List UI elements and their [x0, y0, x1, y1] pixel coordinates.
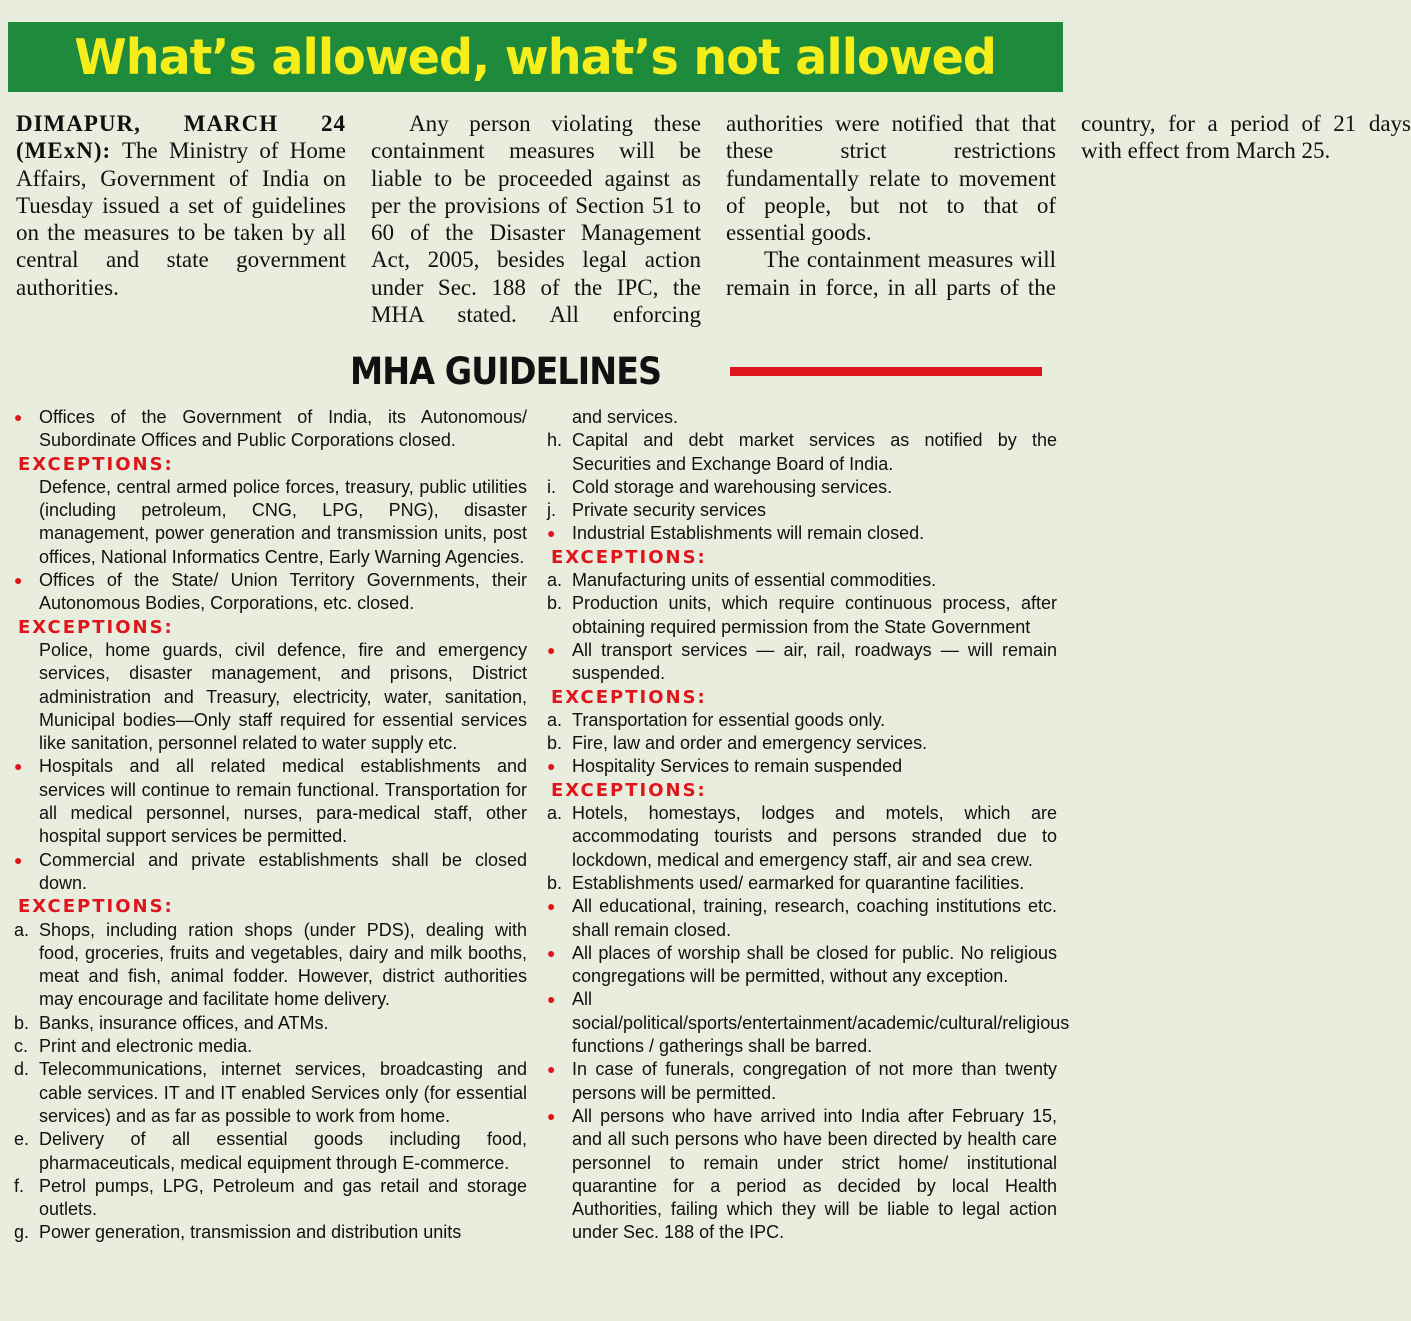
- exceptions-label: EXCEPTIONS:: [551, 686, 707, 708]
- list-item: ● All educational, training, research, coaching institutions etc. shall remain closed.: [547, 895, 1057, 942]
- list-marker: b.: [547, 733, 563, 754]
- list-item: [14, 1012, 527, 1035]
- list-text: Fire, law and order and emergency services.: [572, 733, 928, 754]
- headline: What’s allowed, what’s not allowed: [74, 28, 997, 86]
- intro-text: [16, 110, 1411, 332]
- exceptions-label: EXCEPTIONS:: [18, 896, 174, 918]
- list-text: Power generation, transmission and distribution units: [39, 1222, 462, 1243]
- list-marker: g.: [14, 1222, 30, 1243]
- list-text: Shops, including ration shops (under PDS), dealing with food, groceries, fruits and vegetables, dairy and milk booths, meat and fish, animal fodder. However, district authorities may encourage and facilitate home delivery.: [39, 919, 527, 1010]
- list-text: Banks, insurance offices, and ATMs.: [39, 1012, 329, 1033]
- intro-body-1: The Ministry of Home Affairs, Government of India on Tuesday issued a set of guidelines on the measures to be taken by all central and state government authorities.: [16, 138, 346, 300]
- list-item: [547, 592, 1057, 639]
- list-item: ● All places of worship shall be closed for public. No religious congregations will be permitted, without any exception.: [547, 942, 1057, 989]
- list-item: ● Offices of the State/ Union Territory Governments, their Autonomous Bodies, Corporations, etc. closed.: [14, 569, 527, 616]
- list-marker: i.: [547, 476, 556, 497]
- section-header: [350, 345, 1050, 397]
- list-item: ● Commercial and private establishments shall be closed down.: [14, 849, 527, 896]
- list-marker: j.: [547, 500, 556, 521]
- left-column: [14, 406, 527, 1316]
- exception-text: Police, home guards, civil defence, fire and emergency services, disaster management, and prisons, District administration and Treasury, electricity, water, sanitation, Municipal bodies—Only staff required for essential services like sanitation, personnel related to water supply etc.: [39, 639, 527, 754]
- list-marker: b.: [547, 593, 563, 614]
- list-marker: a.: [547, 709, 563, 730]
- intro-paragraph-2: Any person violating these containment measures will be liable to be proceeded against as per the provisions of Section 51 to 60 of the Disaster Management Act, 2005, besides legal action under Sec. 188 of the IPC, the MHA stated. All enforcing authorities were notified that that these strict restrictions fundamentally relate to movement of people, but not to that of essential goods.: [371, 111, 1056, 328]
- bullet-icon: ●: [14, 758, 23, 775]
- list-item: ● Hospitals and all related medical establishments and services will continue to remain functional. Transportation for all medical personnel, nurses, para-medical staff, other hospital support services be permitted.: [14, 755, 527, 848]
- exception-list: [547, 802, 1057, 895]
- bullet-icon: ●: [14, 409, 23, 425]
- list-item: [547, 732, 1057, 755]
- list-text: Transportation for essential goods only.: [572, 709, 886, 730]
- list-text: Petrol pumps, LPG, Petroleum and gas retail and storage outlets.: [39, 1175, 527, 1220]
- right-column: [547, 406, 1070, 1316]
- list-item: [547, 709, 1057, 732]
- list-marker: a.: [14, 919, 30, 940]
- list-item: [14, 1221, 527, 1244]
- list-text: Private security services: [572, 500, 767, 521]
- list-marker: b.: [547, 872, 563, 893]
- bullet-icon: ●: [547, 1061, 556, 1078]
- list-text: Establishments used/ earmarked for quarantine facilities.: [572, 872, 1025, 893]
- list-marker: e.: [14, 1129, 30, 1150]
- list-text: Capital and debt market services as notified by the Securities and Exchange Board of India.: [572, 430, 1057, 474]
- exceptions-label: EXCEPTIONS:: [551, 779, 707, 801]
- red-rule: [730, 367, 1042, 376]
- list-item: ● In case of funerals, congregation of not more than twenty persons will be permitted.: [547, 1058, 1057, 1105]
- bullet-icon: ●: [547, 641, 556, 658]
- list-text: Manufacturing units of essential commodities.: [572, 570, 937, 591]
- exception-list: [14, 919, 527, 1245]
- list-item: ● Hospitality Services to remain suspended: [547, 755, 1057, 778]
- list-marker: h.: [547, 430, 563, 451]
- exceptions-label: EXCEPTIONS:: [18, 616, 174, 638]
- list-marker: c.: [14, 1036, 29, 1057]
- list-item: [547, 499, 1057, 522]
- list-item: [547, 802, 1057, 872]
- list-marker: f.: [14, 1175, 25, 1196]
- list-marker: a.: [547, 803, 563, 824]
- bullet-icon: ●: [547, 758, 556, 775]
- list-text: Cold storage and warehousing services.: [572, 476, 893, 497]
- bullet-icon: ●: [547, 898, 556, 915]
- intro-paragraph-3: The containment measures will remain in force, in all parts of the country, for a period of 21 days with effect from March 25.: [726, 111, 1411, 300]
- bullet-icon: ●: [14, 572, 23, 589]
- bullet-icon: ●: [547, 525, 556, 542]
- list-item: ● All social/political/sports/entertainment/academic/cultural/religious functions / gatherings shall be barred.: [547, 988, 1057, 1058]
- list-item: [14, 1175, 527, 1222]
- exceptions-label: EXCEPTIONS:: [551, 546, 707, 568]
- list-item: [14, 919, 527, 1012]
- list-text: Print and electronic media.: [39, 1036, 253, 1057]
- headline-banner: [8, 22, 1063, 92]
- bullet-icon: ●: [547, 991, 556, 1008]
- exception-text: Defence, central armed police forces, treasury, public utilities (including petroleum, CNG, LPG, PNG), disaster management, power generation and transmission units, post offices, National Informatics Centre, Early Warning Agencies.: [39, 476, 527, 567]
- list-text: Delivery of all essential goods including food, pharmaceuticals, medical equipment through E-commerce.: [39, 1129, 527, 1173]
- list-item: [14, 1128, 527, 1175]
- section-title: MHA GUIDELINES: [350, 349, 662, 393]
- list-item: ● All transport services — air, rail, roadways — will remain suspended.: [547, 639, 1057, 686]
- exception-list: [547, 429, 1057, 522]
- list-item: [547, 476, 1057, 499]
- list-marker: d.: [14, 1059, 30, 1080]
- bullet-icon: ●: [547, 1107, 556, 1124]
- exceptions-label: EXCEPTIONS:: [18, 453, 174, 475]
- list-item: [14, 1058, 527, 1128]
- list-marker: a.: [547, 570, 563, 591]
- bullet-icon: ●: [547, 944, 556, 961]
- continued-text: and services.: [572, 407, 679, 427]
- list-item: [547, 569, 1057, 592]
- list-item: ● Offices of the Government of India, its Autonomous/ Subordinate Offices and Public Corporations closed.: [14, 406, 527, 453]
- list-item: [547, 872, 1057, 895]
- list-item: ● All persons who have arrived into India after February 15, and all such persons who have been directed by health care personnel to remain under strict home/ institutional quarantine for a period as decided by local Health Authorities, failing which they will be liable to legal action under Sec. 188 of the IPC.: [547, 1105, 1057, 1245]
- intro-paragraph-1: [16, 110, 346, 301]
- exception-list: [547, 709, 1057, 756]
- list-text: Production units, which require continuous process, after obtaining required permission from the State Government: [572, 593, 1057, 637]
- list-text: Hotels, homestays, lodges and motels, which are accommodating tourists and persons stranded due to lockdown, medical and emergency staff, air and sea crew.: [572, 803, 1057, 870]
- exception-list: [547, 569, 1057, 639]
- list-item: [547, 429, 1057, 476]
- bullet-icon: ●: [14, 851, 23, 868]
- list-item: [14, 1035, 527, 1058]
- list-marker: b.: [14, 1012, 30, 1033]
- list-text: Telecommunications, internet services, broadcasting and cable services. IT and IT enabled Services only (for essential services) and as far as possible to work from home.: [39, 1059, 527, 1126]
- dateline: DIMAPUR, MARCH 24 (MExN):: [16, 111, 346, 164]
- list-item: ● Industrial Establishments will remain closed.: [547, 522, 1057, 545]
